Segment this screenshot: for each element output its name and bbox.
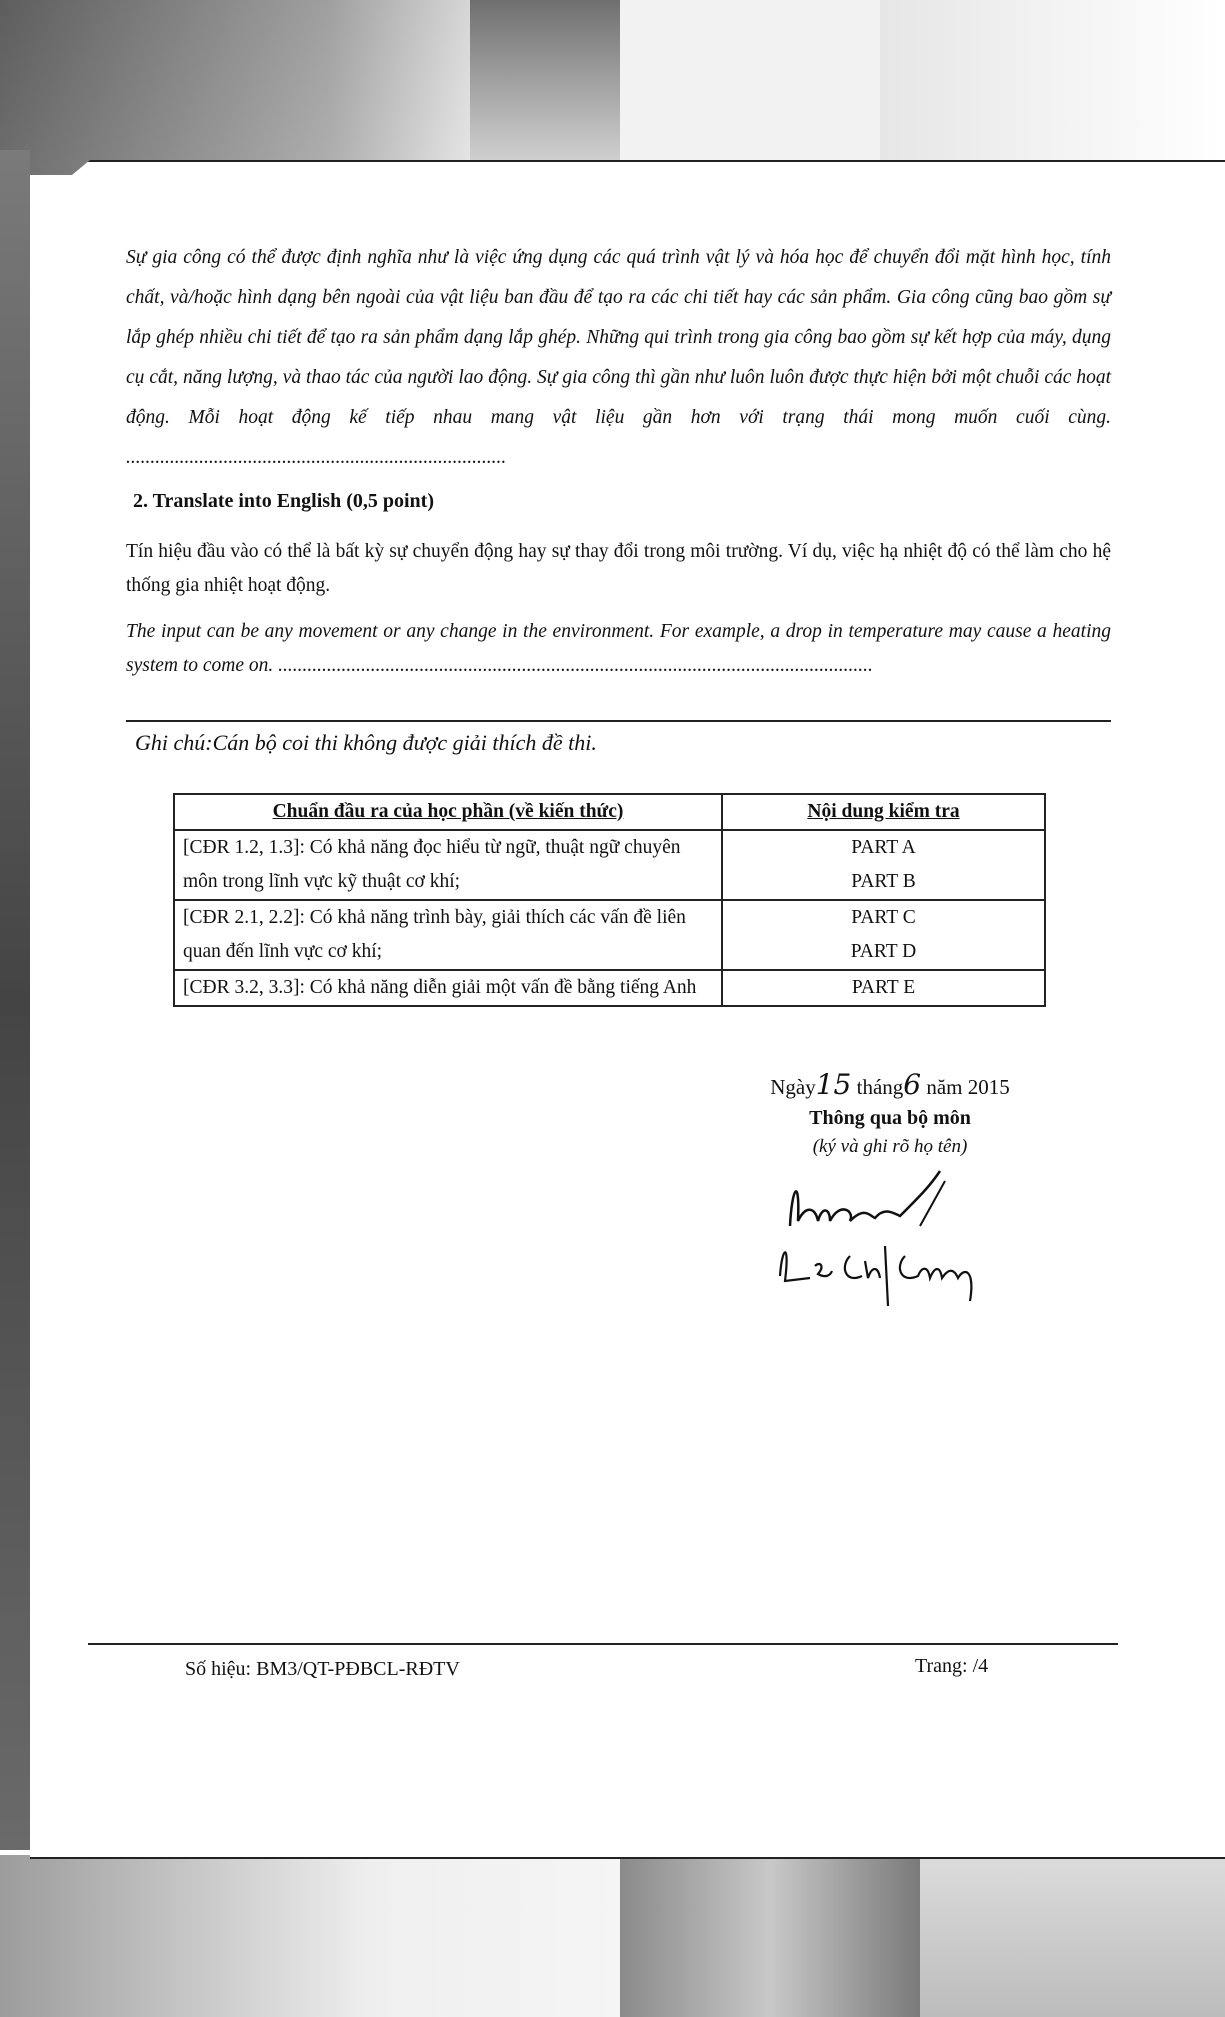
signature-block xyxy=(700,1068,1080,1316)
handwritten-signature xyxy=(770,1166,1010,1316)
handwritten-month: 6 xyxy=(903,1068,922,1101)
section-2-heading: 2. Translate into English (0,5 point) xyxy=(133,490,434,512)
section-2-source: Tín hiệu đầu vào có thể là bất kỳ sự chuyển động hay sự thay đổi trong môi trường. Ví dụ, việc hạ nhiệt độ có thể làm cho hệ thống gia nhiệt hoạt động. xyxy=(126,541,1111,596)
proctor-note: Ghi chú:Cán bộ coi thi không được giải thích đề thi. xyxy=(135,730,597,755)
divider xyxy=(126,720,1111,722)
table-header-row xyxy=(174,794,1045,830)
scan-artifact-left xyxy=(0,150,30,1850)
part-label: PART A xyxy=(851,837,916,858)
signature-hint: (ký và ghi rõ họ tên) xyxy=(812,1136,968,1157)
footer-divider xyxy=(88,1643,1118,1645)
section-2-answer: The input can be any movement or any change in the environment. For example, a drop in temperature may cause a heating system to come on. .......................................................................................................................... xyxy=(126,621,1111,676)
signature-date: Ngày15 tháng6 năm 2015 xyxy=(770,1068,1010,1101)
learning-outcomes-table xyxy=(173,793,1046,1007)
table-row xyxy=(174,970,1045,1006)
table-row xyxy=(174,900,1045,970)
table-row xyxy=(174,830,1045,900)
header-outcome: Chuẩn đầu ra của học phần (về kiến thức) xyxy=(174,794,722,830)
page-number: Trang: /4 xyxy=(915,1655,989,1677)
header-content: Nội dung kiểm tra xyxy=(722,794,1045,830)
department-approval: Thông qua bộ môn xyxy=(809,1107,971,1129)
outcome-cell: [CĐR 2.1, 2.2]: Có khả năng trình bày, giải thích các vấn đề liên quan đến lĩnh vực cơ khí; xyxy=(174,900,722,970)
content-cell xyxy=(722,900,1045,970)
part-label: PART B xyxy=(851,871,916,892)
document-code: Số hiệu: BM3/QT-PĐBCL-RĐTV xyxy=(185,1658,460,1680)
handwritten-day: 15 xyxy=(815,1068,852,1101)
part-label: PART D xyxy=(850,941,917,962)
scan-artifact-bottom xyxy=(0,1855,1225,2017)
scan-artifact-top xyxy=(0,0,1225,175)
content-cell xyxy=(722,830,1045,900)
content-cell xyxy=(722,970,1045,1006)
part-label: PART C xyxy=(851,907,916,928)
part-label: PART E xyxy=(851,977,916,998)
outcome-cell: [CĐR 3.2, 3.3]: Có khả năng diễn giải một vấn đề bằng tiếng Anh xyxy=(174,970,722,1006)
vietnamese-passage: Sự gia công có thể được định nghĩa như là việc ứng dụng các quá trình vật lý và hóa học để chuyển đổi mặt hình học, tính chất, và/hoặc hình dạng bên ngoài của vật liệu ban đầu để tạo ra các chi tiết hay các sản phẩm. Gia công cũng bao gồm sự lắp ghép nhiều chi tiết để tạo ra sản phẩm dạng lắp ghép. Những qui trình trong gia công bao gồm sự kết hợp của máy, dụng cụ cắt, năng lượng, và thao tác của người lao động. Sự gia công thì gần như luôn luôn được thực hiện bởi một chuỗi các hoạt động. Mỗi hoạt động kế tiếp nhau mang vật liệu gần hơn với trạng thái mong muốn cuối cùng. .............................................................................. xyxy=(126,247,1111,468)
outcome-cell: [CĐR 1.2, 1.3]: Có khả năng đọc hiểu từ ngữ, thuật ngữ chuyên môn trong lĩnh vực kỹ thuật cơ khí; xyxy=(174,830,722,900)
